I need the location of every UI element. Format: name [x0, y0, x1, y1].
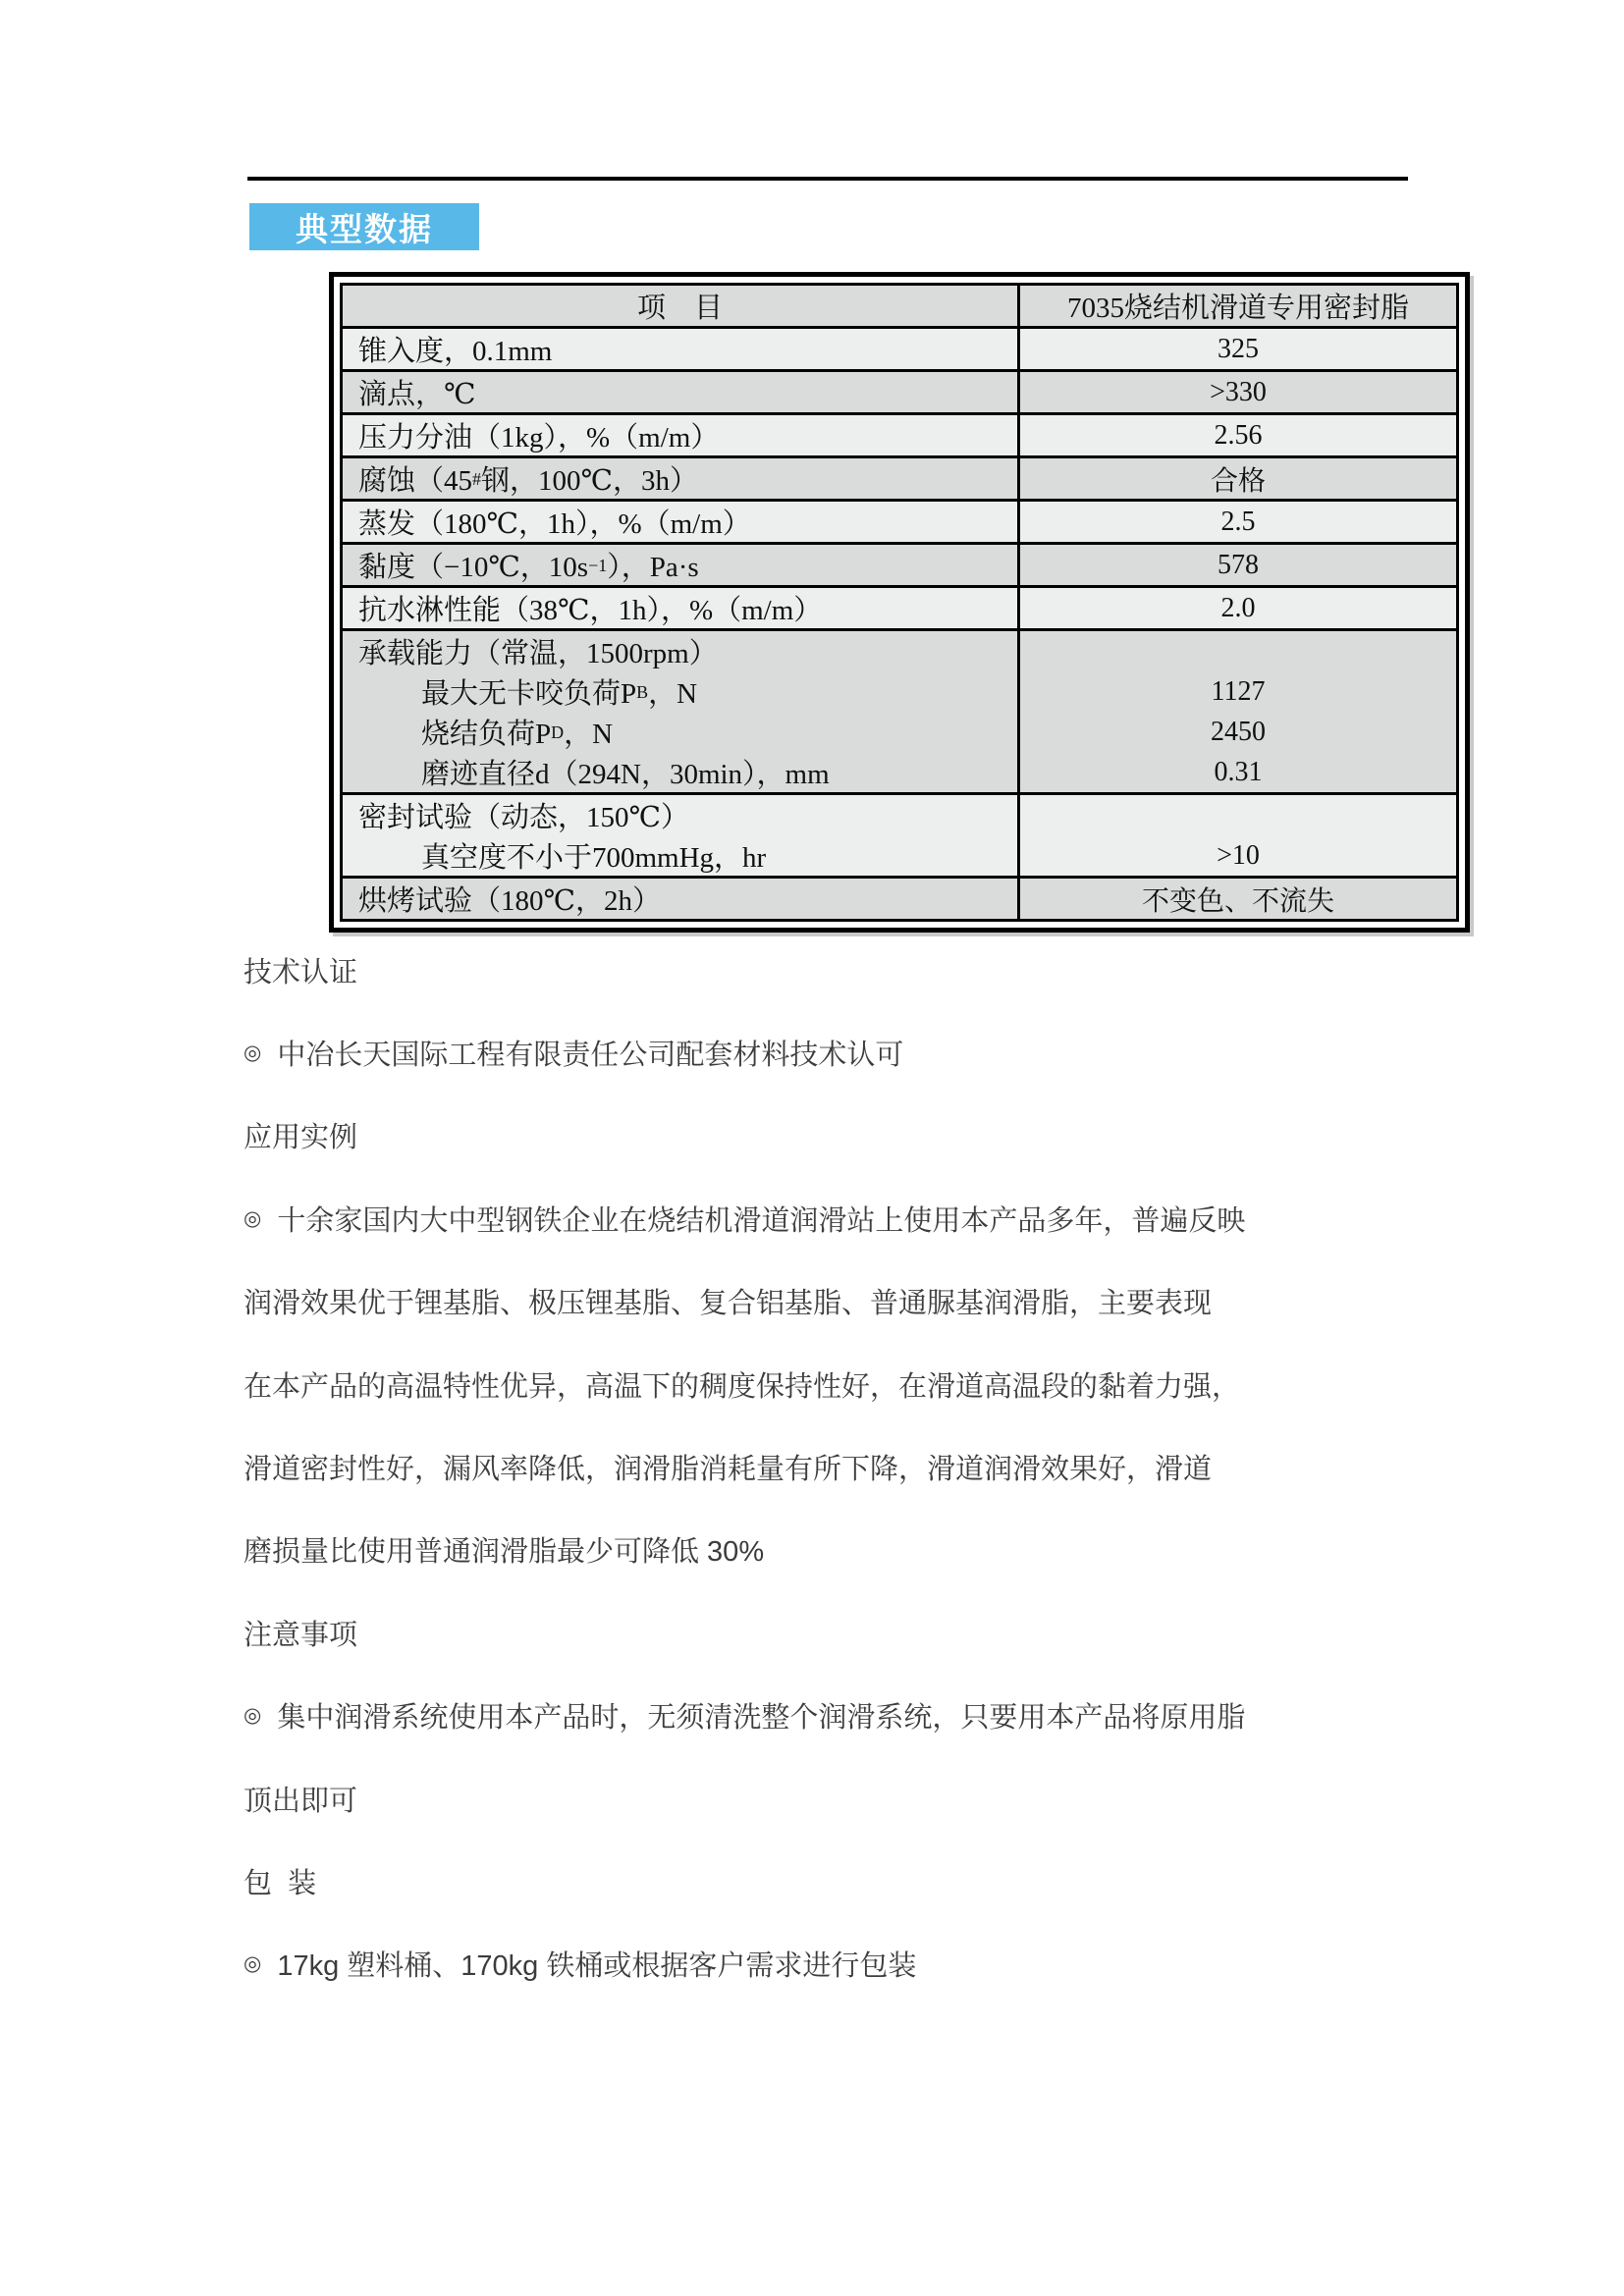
table-row-cone-penetration — [343, 326, 1456, 369]
row-label: 黏度（−10℃，10s −1 ），Pa·s — [343, 545, 1020, 585]
row-value: 2.0 — [1220, 592, 1256, 623]
row-value: >330 — [1210, 376, 1267, 407]
top-rule-divider — [247, 177, 1408, 181]
bullet-icon: ◎ — [244, 1041, 262, 1065]
heading-text: 应用实例 — [244, 1122, 358, 1154]
paragraph-line — [244, 1757, 1481, 1840]
row-value: 2.56 — [1214, 419, 1263, 451]
table-row-dropping-point — [343, 369, 1456, 412]
row-label: 腐蚀（45 # 钢，100℃，3h） — [343, 458, 1020, 499]
bullet-line — [244, 1177, 1481, 1259]
row-label: 烘烤试验（180℃，2h） — [343, 879, 1020, 919]
bullet-icon: ◎ — [244, 1206, 262, 1230]
heading-application-examples — [244, 1095, 1481, 1177]
heading-text: 注意事项 — [244, 1619, 358, 1651]
heading-packaging — [244, 1840, 1481, 1922]
row-label: 压力分油（1kg），%（m/m） — [343, 415, 1020, 455]
table-row-water-resistance — [343, 585, 1456, 628]
row-value: 578 — [1218, 549, 1259, 580]
paragraph-line — [244, 1425, 1481, 1508]
row-value — [1020, 795, 1456, 835]
section-badge-typical-data: 典型数据 — [249, 203, 479, 250]
row-value: 2450 — [1211, 716, 1266, 747]
table-header-product: 7035烧结机滑道专用密封脂 — [1066, 293, 1409, 324]
row-value: 不变色、不流失 — [1141, 885, 1334, 917]
row-label: 密封试验（动态，150℃） — [343, 795, 1020, 835]
table-row-evaporation — [343, 499, 1456, 542]
table-row-corrosion — [343, 455, 1456, 499]
paragraph-line — [244, 1509, 1481, 1591]
bullet-text: 17kg 塑料桶、170kg 铁桶或根据客户需求进行包装 — [277, 1950, 917, 1983]
row-value: 2.5 — [1220, 506, 1256, 537]
row-label: 承载能力（常温，1500rpm） — [343, 631, 1020, 671]
row-value — [1020, 631, 1456, 671]
row-value: >10 — [1217, 839, 1260, 871]
heading-tech-certification — [244, 929, 1481, 1011]
heading-precautions — [244, 1591, 1481, 1674]
row-label: 滴点，℃ — [343, 372, 1020, 412]
row-label: 蒸发（180℃，1h），%（m/m） — [343, 502, 1020, 542]
row-sublabel: 最大无卡咬负荷P B ，N — [343, 671, 1020, 712]
table-row-seal-test — [343, 792, 1456, 876]
row-value: 325 — [1218, 333, 1259, 364]
table-row-baking-test — [343, 876, 1456, 919]
paragraph-text: 磨损量比使用普通润滑脂最少可降低 30% — [244, 1536, 765, 1569]
paragraph-text: 顶出即可 — [244, 1785, 358, 1817]
typical-data-table-grid — [340, 283, 1459, 922]
heading-text: 包 装 — [244, 1867, 317, 1899]
typical-data-table — [329, 272, 1470, 933]
bullet-text: 中冶长天国际工程有限责任公司配套材料技术认可 — [277, 1040, 904, 1072]
paragraph-text: 在本产品的高温特性优异，高温下的稠度保持性好，在滑道高温段的黏着力强， — [244, 1370, 1241, 1403]
row-value: 1127 — [1211, 675, 1266, 707]
paragraph-line — [244, 1343, 1481, 1425]
table-row-load-capacity — [343, 628, 1456, 792]
row-sublabel: 磨迹直径d（294N，30min），mm — [343, 752, 1020, 792]
bullet-text: 十余家国内大中型钢铁企业在烧结机滑道润滑站上使用本产品多年，普遍反映 — [277, 1204, 1246, 1237]
bullet-line — [244, 1011, 1481, 1094]
row-value: 合格 — [1210, 465, 1266, 497]
body-text-block — [244, 929, 1481, 2005]
paragraph-text: 润滑效果优于锂基脂、极压锂基脂、复合铝基脂、普通脲基润滑脂，主要表现 — [244, 1288, 1213, 1320]
heading-text: 技术认证 — [244, 956, 358, 988]
table-row-viscosity — [343, 542, 1456, 585]
bullet-line — [244, 1923, 1481, 2005]
row-label: 抗水淋性能（38℃，1h），%（m/m） — [343, 588, 1020, 628]
row-value: 0.31 — [1214, 756, 1263, 787]
bullet-line — [244, 1675, 1481, 1757]
row-sublabel: 真空度不小于700mmHg，hr — [343, 835, 1020, 876]
table-header-item: 项 目 — [343, 286, 1020, 326]
table-header-row — [343, 286, 1456, 326]
paragraph-text: 滑道密封性好，漏风率降低，润滑脂消耗量有所下降，滑道润滑效果好，滑道 — [244, 1454, 1213, 1486]
bullet-icon: ◎ — [244, 1952, 262, 1976]
paragraph-line — [244, 1260, 1481, 1343]
bullet-icon: ◎ — [244, 1704, 262, 1728]
row-label: 锥入度，0.1mm — [343, 329, 1020, 369]
bullet-text: 集中润滑系统使用本产品时，无须清洗整个润滑系统，只要用本产品将原用脂 — [277, 1702, 1246, 1735]
row-sublabel: 烧结负荷P D ，N — [343, 712, 1020, 752]
table-row-oil-separation — [343, 412, 1456, 455]
